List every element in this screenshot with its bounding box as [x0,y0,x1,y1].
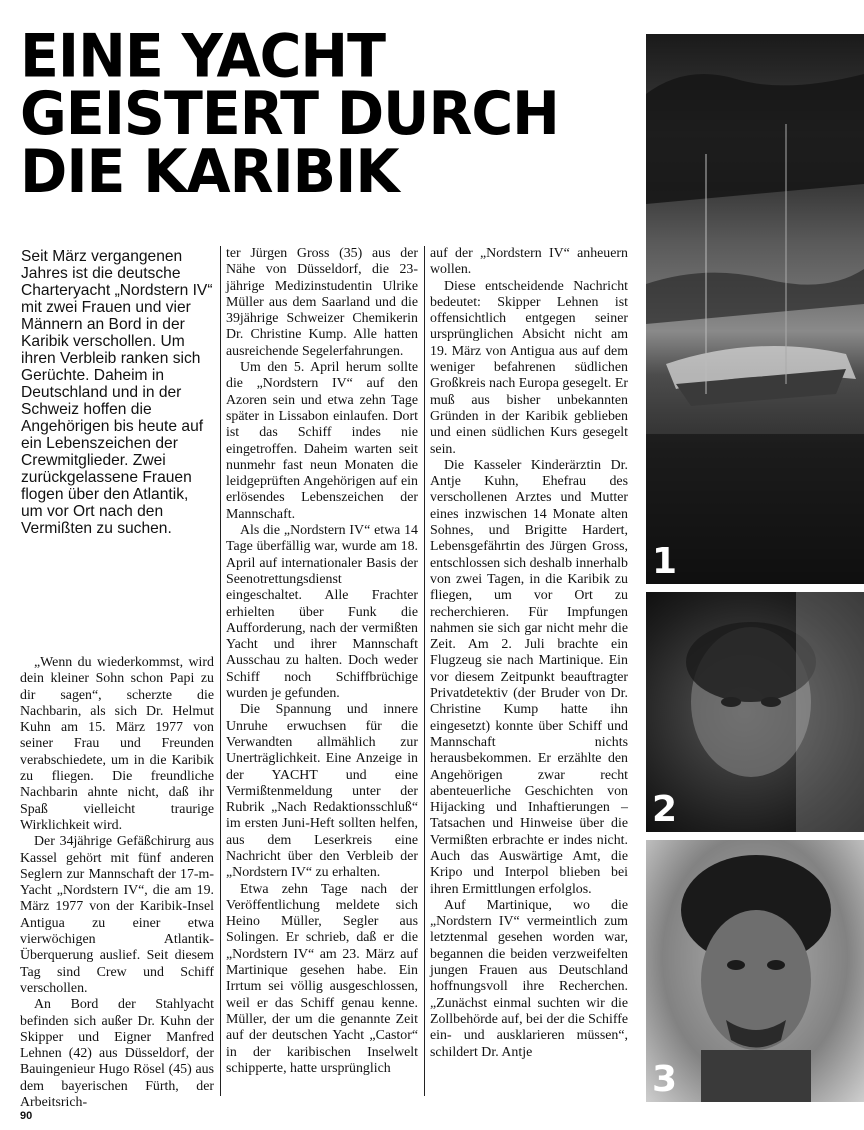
paragraph: Der 34jährige Gefäßchirurg aus Kassel gehört mit fünf anderen Seglern zur Mannschaft der 17-m-Yacht „Nordstern IV“, die am 19. März 1977 von der Karibik-Insel Antigua zu einer etwa vierwöchigen Atlantik-Überquerung auslief. Seit diesem Tag sind Crew und Schiff verschollen. [20,834,214,996]
photo-number: 3 [652,1059,678,1100]
paragraph: Diese entscheidende Nachricht bedeutet: Skipper Lehnen ist offensichtlich entgegen seiner ursprünglichen Absicht nicht am 19. März von Antigua aus auf dem weniger befahrenen südlichen Großkreis nach Europa gesegelt. Er muß aus bisher unbekannten Gründen in der Karibik geblieben und einen südlichen Kurs gesegelt sein. [430,278,628,457]
photo-portrait-man [646,592,864,832]
paragraph: ter Jürgen Gross (35) aus der Nähe von Düsseldorf, die 23-jährige Medizinstudentin Ulrike Müller aus dem Saarland und die 39jährige Schweizer Chemikerin Dr. Christine Kump. Alle hatten ausreichende Segelerfahrungen. [226,246,418,359]
paragraph: Die Kasseler Kinderärztin Dr. Antje Kuhn, Ehefrau des verschollenen Arztes und Mutter eines inzwischen 14 Monate alten Sohnes, und Brigitte Hardert, Lebensgefährtin des Jürgen Gross, entschlossen sich deshalb innerhalb von zwei Tagen, in die Karibik zu fliegen, um vor Ort zu recherchieren. Für Impfungen nahmen sie sich gar nicht mehr die Zeit. Am 2. Juli brachte ein Flugzeug sie nach Martinique. Ein vor diesem Zeitpunkt beauftragter Privatdetektiv (der Bruder von Dr. Christine Kump hatte ihn eingesetzt) konnte über Schiff und Mannschaft nichts herausbekommen. Er erzählte den Angehörigen zwar recht abenteuerliche Geschichten von Hijacking und Inhaftierungen – Tatsachen und Hinweise über die Vermißten erbrachte er indes nicht. Auch das Auswärtige Amt, die Kripo und Interpol blieben bei ihren Ermittlungen erfolglos. [430,457,628,897]
paragraph: An Bord der Stahlyacht befinden sich außer Dr. Kuhn der Skipper und Eigner Manfred Lehnen (42) aus Düsseldorf, der Bauingenieur Hugo Rösel (45) aus dem bayerischen Fürth, der Arbeitsrich- [20,997,214,1111]
portrait-icon [646,840,864,1102]
paragraph: auf der „Nordstern IV“ anheuern wollen. [430,246,628,278]
paragraph: Auf Martinique, wo die „Nordstern IV“ vermeintlich zum letztenmal gesehen worden war, begannen die beiden verzweifelten jungen Frauen aus Deutschland hoffnungsvoll ihre Recherchen. „Zunächst einmal suchten wir die Zollbehörde auf, bei der die Schiffe ein- und ausklarieren müssen“, schildert Dr. Antje [430,897,628,1060]
headline-line-2: GEISTERT DURCH [20,79,559,149]
paragraph: Um den 5. April herum sollte die „Nordstern IV“ auf den Azoren sein und etwa zehn Tage später in Lissabon einlaufen. Dort ist das Schiff indes nie eingetroffen. Daheim warten seit nunmehr fast neun Monaten die leidgeprüften Angehörigen auf ein erlösendes Lebenszeichen der Mannschaft. [226,360,418,522]
headline-line-3: DIE KARIBIK [20,137,399,207]
photo-number: 2 [652,789,678,830]
article-column-3 [430,246,628,1061]
paragraph: Als die „Nordstern IV“ etwa 14 Tage überfällig war, wurde am 18. April auf internationaler Basis der Seenotrettungsdienst eingeschaltet. Alle Frachter erhielten über Funk die Aufforderung, nach der vermißten Yacht und ihrer Mannschaft Ausschau zu halten. Doch weder Schiff noch Schiffbrüchige wurden je gefunden. [226,523,418,702]
photo-portrait-curly-man [646,840,864,1102]
article-column-1 [20,655,214,1111]
column-divider-1 [220,246,221,1096]
headline [20,21,620,207]
page-number: 90 [20,1110,33,1122]
article-column-2 [226,246,418,1077]
paragraph: Etwa zehn Tage nach der Veröffentlichung meldete sich Heino Müller, Segler aus Solingen. Er schrieb, daß er die „Nordstern IV“ am 23. März auf Martinique gesehen habe. Ein Irrtum sei völlig ausgeschlossen, weil er das Schiff genau kenne. Müller, der um die genannte Zeit auf der deutschen Yacht „Castor“ in der karibischen Inselwelt schipperte, hatte ursprünglich [226,881,418,1076]
photo-number: 1 [652,541,678,582]
harbor-scene-icon [646,34,864,584]
paragraph: Die Spannung und innere Unruhe erwuchsen für die Verwandten allmählich zur Unerträglichkeit. Eine Anzeige in der YACHT und eine Vermißtenmeldung unter der Rubrik „Nach Redaktionsschluß“ im ersten Juni-Heft sollten helfen, aus dem Leserkreis eine Nachricht über den Verbleib der „Nordstern IV“ zu erhalten. [226,702,418,881]
headline-line-1: EINE YACHT [20,21,385,92]
column-divider-2 [424,246,425,1096]
photo-yacht-harbor [646,34,864,584]
paragraph: „Wenn du wiederkommst, wird dein kleiner Sohn schon Papi zu dir sagen“, scherzte die Nachbarin, als sich Dr. Helmut Kuhn am 15. März 1977 von seiner Frau und Freunden verabschiedete, um in die Karibik zu fliegen. Die freundliche Nachbarin ahnte nicht, daß ihr Spaß vielleicht traurige Wirklichkeit wird. [20,655,214,833]
lead-paragraph: Seit März vergangenen Jahres ist die deutsche Charteryacht „Nordstern IV“ mit zwei Frauen und vier Männern an Bord in der Karibik verschollen. Um ihren Verbleib ranken sich Gerüchte. Daheim in Deutschland und in der Schweiz hoffen die Angehörigen bis heute auf ein Lebenszeichen der Crewmitglieder. Zwei zurückgelassene Frauen flogen über den Atlantik, um vor Ort nach den Vermißten zu suchen. [21,248,213,537]
portrait-icon [646,592,864,832]
